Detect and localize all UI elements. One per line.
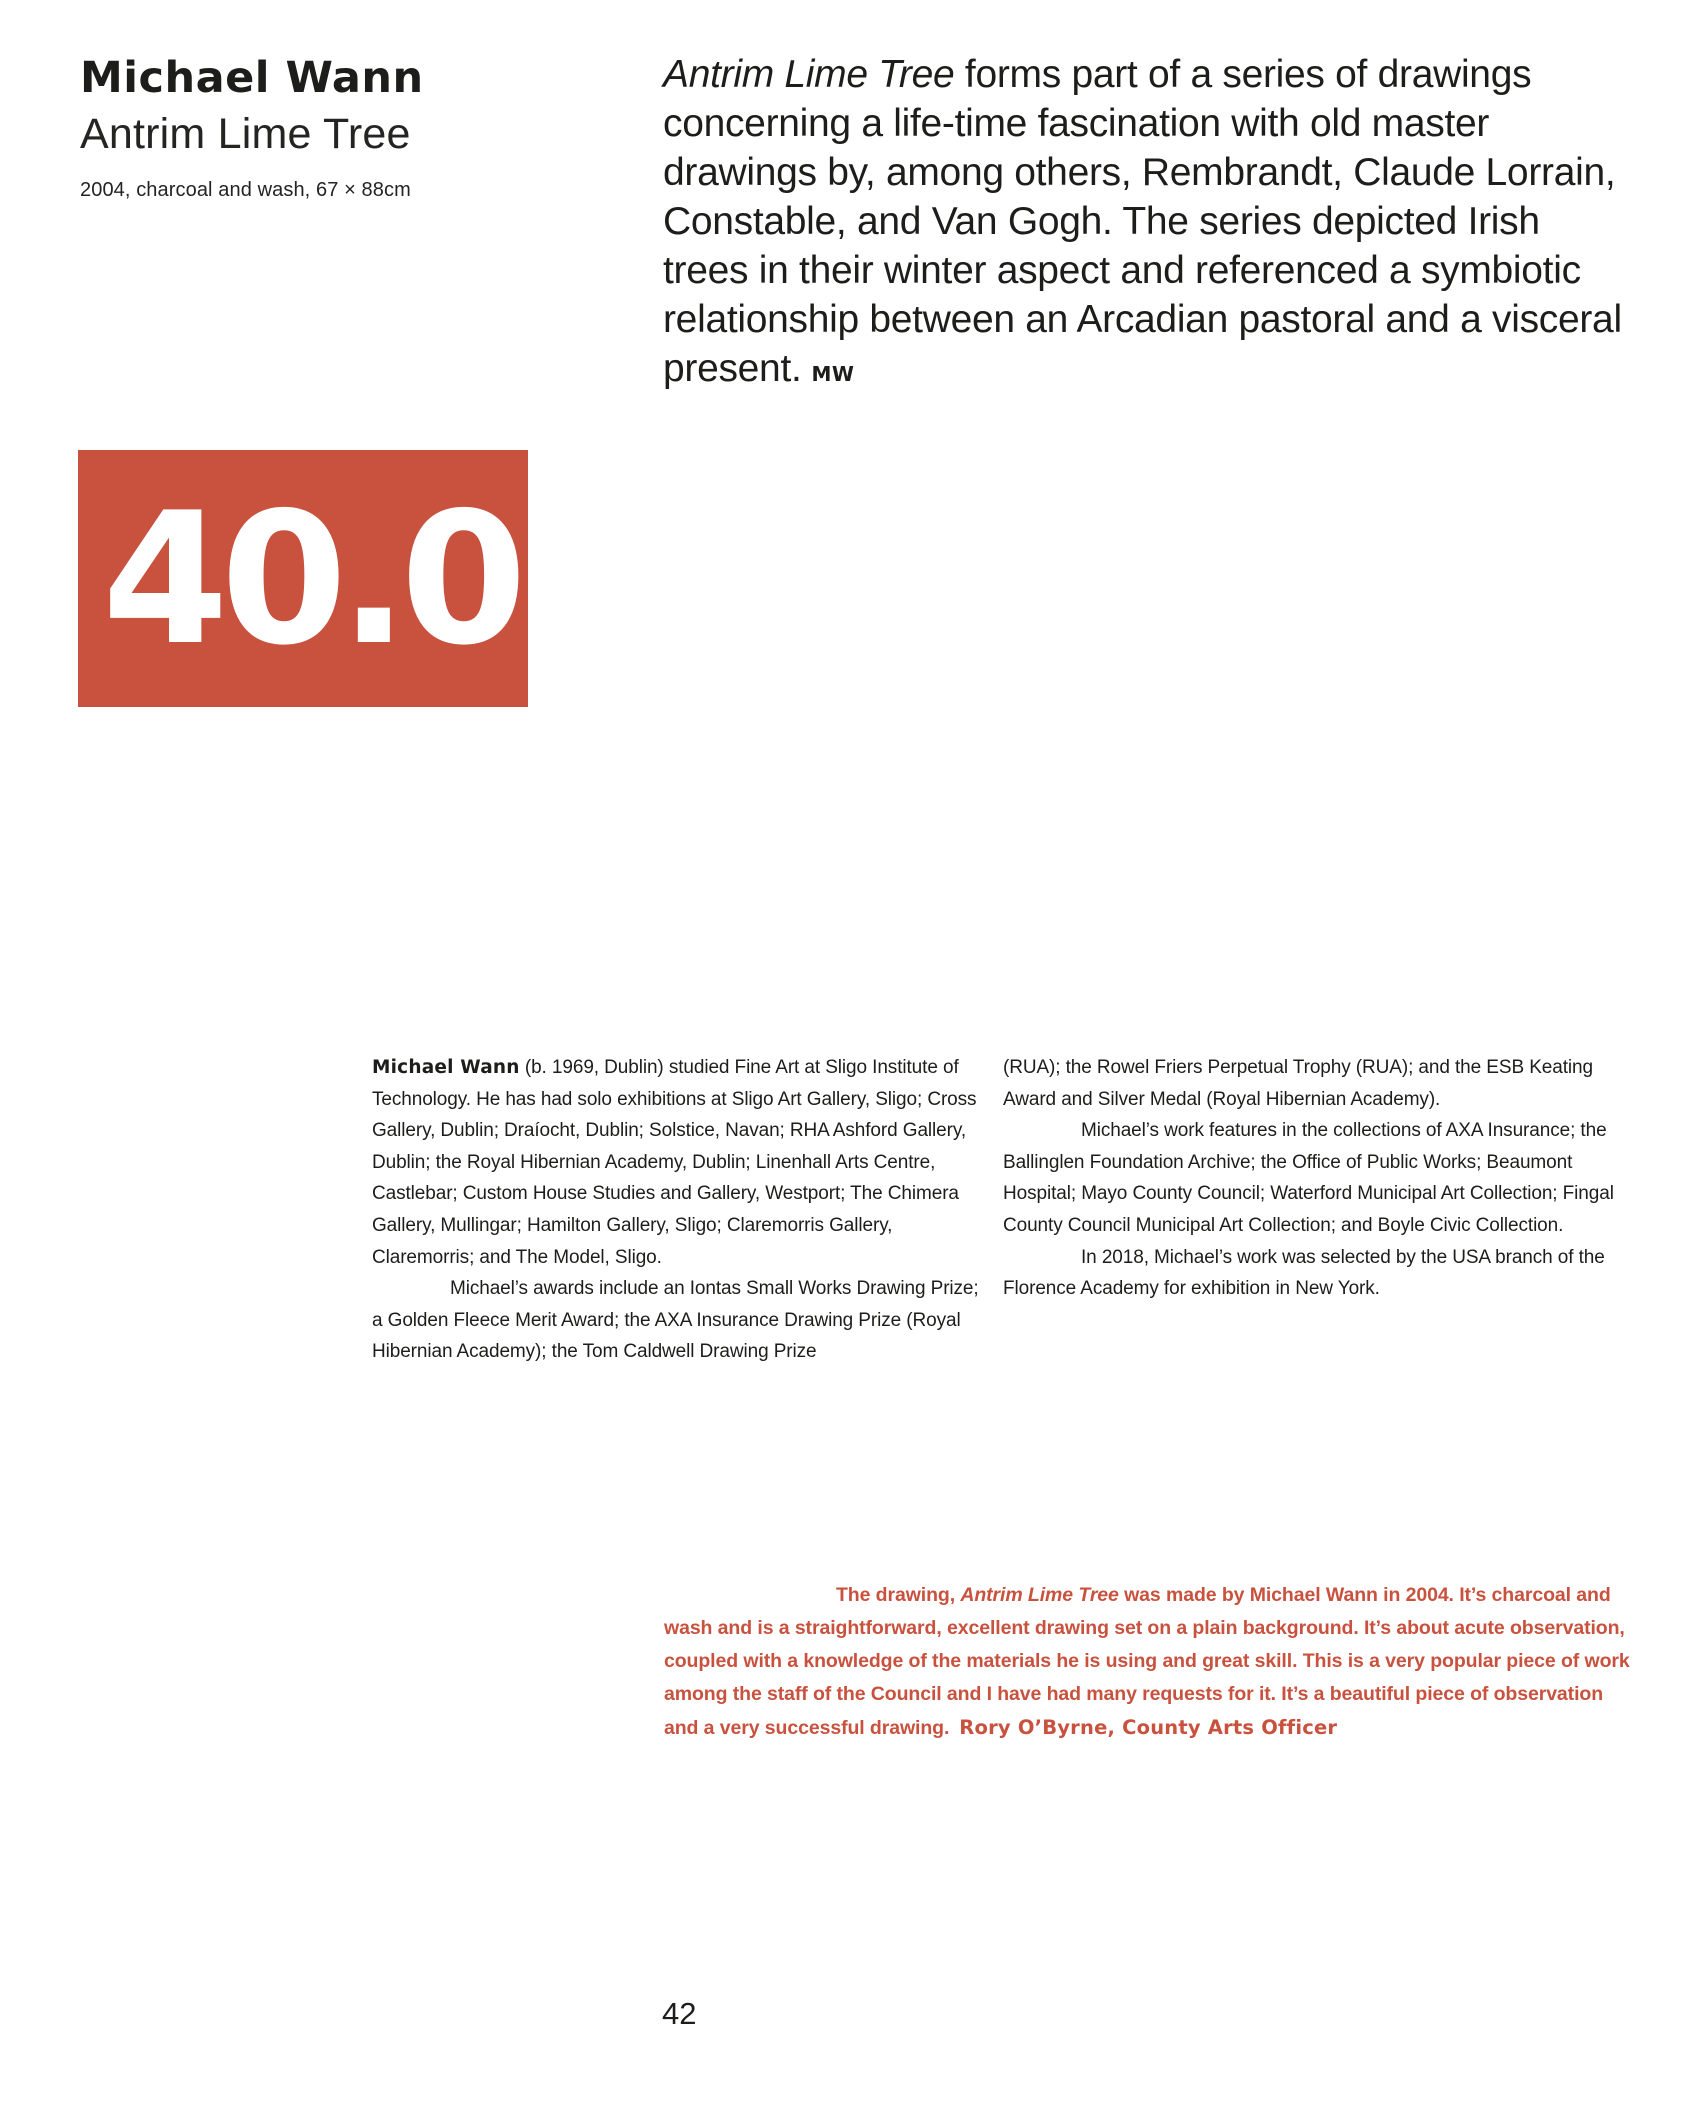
bio-column-right: [1003, 1052, 1635, 1305]
intro-text: forms part of a series of drawings concerning a life-time fascination with old master drawings by, among others, Rembrandt, Claude Lorrain, Constable, and Van Gogh. The series depicted Irish trees in their winter aspect and referenced a symbiotic relationship between an Arcadian pastoral and a visceral present.: [663, 53, 1622, 390]
artist-name: Michael Wann: [80, 53, 424, 103]
bio-paragraph-text: (b. 1969, Dublin) studied Fine Art at Sligo Institute of Technology. He has had solo exhibitions at Sligo Art Gallery, Sligo; Cross Gallery, Dublin; Draíocht, Dublin; Solstice, Navan; RHA Ashford Gallery, Dublin; the Royal Hibernian Academy, Dublin; Linenhall Arts Centre, Castlebar; Custom House Studies and Gallery, Westport; The Chimera Gallery, Mullingar; Hamilton Gallery, Sligo; Claremorris Gallery, Claremorris; and The Model, Sligo.: [372, 1057, 977, 1268]
intro-artwork-title-italic: Antrim Lime Tree: [663, 53, 955, 96]
bio-column-left: [372, 1052, 990, 1368]
catalogue-number-box: [78, 450, 528, 707]
bio-paragraph: In 2018, Michael’s work was selected by the USA branch of the Florence Academy for exhibition in New York.: [1003, 1246, 1605, 1300]
quote-text: was made by Michael Wann in 2004. It’s charcoal and wash and is a straightforward, excellent drawing set on a plain background. It’s about acute observation, coupled with a knowledge of the materials he is using and great skill. This is a very popular piece of work among the staff of the Council and I have had many requests for it. It’s a beautiful piece of observation and a very successful drawing.: [664, 1584, 1630, 1739]
bio-paragraph: [372, 1052, 990, 1273]
bio-paragraph: (RUA); the Rowel Friers Perpetual Trophy (RUA); and the ESB Keating Award and Silver Medal (Royal Hibernian Academy).: [1003, 1057, 1593, 1110]
catalogue-number: 40.0: [102, 472, 520, 685]
artist-header: [80, 53, 424, 202]
page-number: 42: [662, 1996, 697, 2031]
curator-quote: [664, 1579, 1634, 1745]
bio-paragraph: Michael’s work features in the collections of AXA Insurance; the Ballinglen Foundation Archive; the Office of Public Works; Beaumont Hospital; Mayo County Council; Waterford Municipal Art Collection; Fingal County Council Municipal Art Collection; and Boyle Civic Collection.: [1003, 1120, 1614, 1236]
quote-lead: The drawing,: [836, 1584, 961, 1606]
bio-artist-name-bold: Michael Wann: [372, 1057, 520, 1078]
artist-initials: MW: [811, 362, 855, 386]
quote-artwork-title-italic: Antrim Lime Tree: [960, 1584, 1119, 1606]
artwork-title: Antrim Lime Tree: [80, 110, 411, 159]
artwork-caption: 2004, charcoal and wash, 67 × 88cm: [80, 179, 411, 202]
intro-paragraph: [663, 50, 1635, 399]
bio-paragraph: Michael’s awards include an Iontas Small Works Drawing Prize; a Golden Fleece Merit Award; the AXA Insurance Drawing Prize (Royal Hibernian Academy); the Tom Caldwell Drawing Prize: [372, 1278, 979, 1363]
quote-attribution: Rory O’Byrne, County Arts Officer: [959, 1716, 1338, 1739]
